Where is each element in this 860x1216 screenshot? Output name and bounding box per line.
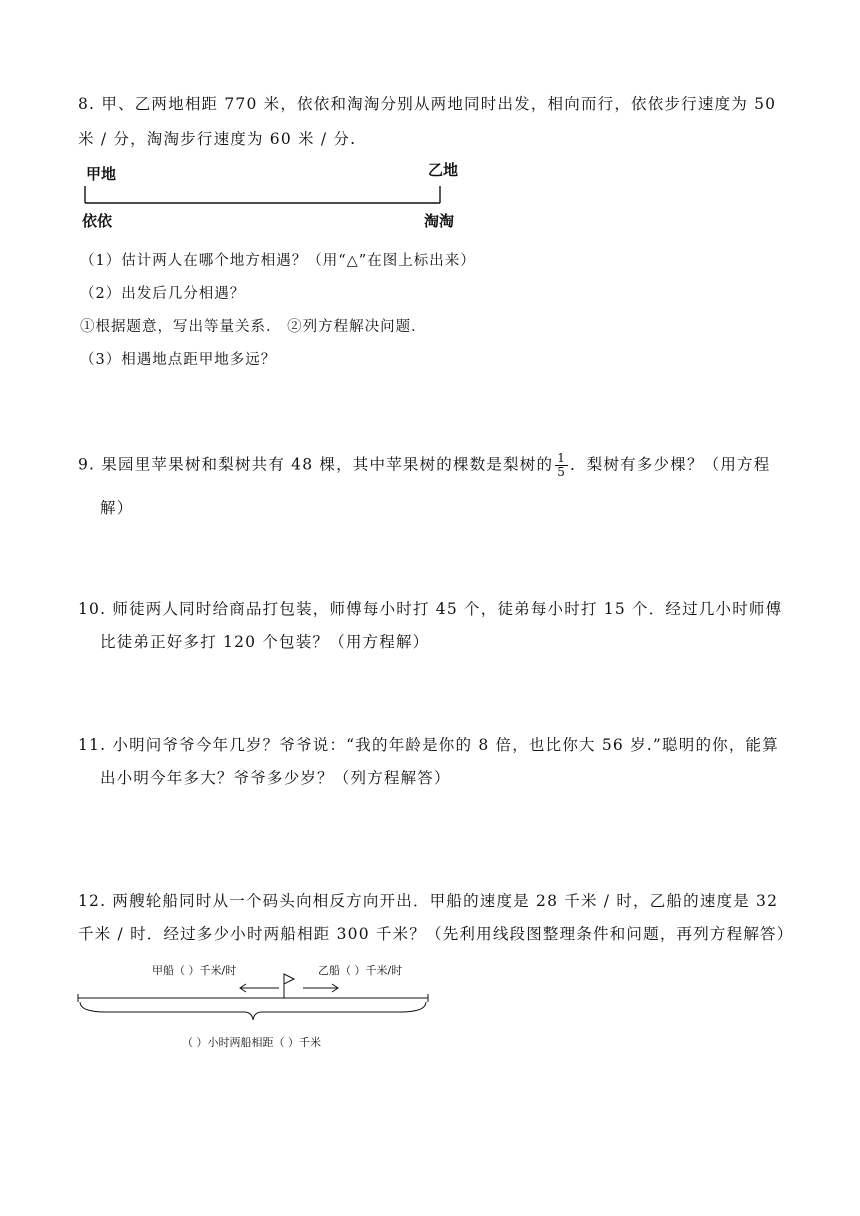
- q12-label-jiachuan: 甲船（ ）千米/时: [152, 964, 237, 977]
- arrow-right-icon: [303, 984, 338, 992]
- q8-segment-line: [84, 186, 444, 206]
- q10-line2: 比徒弟正好多打 120 个包装？（用方程解）: [100, 633, 430, 651]
- q8-part1: （1）估计两人在哪个地方相遇？（用“△”在图上标出来）: [80, 253, 476, 269]
- arrow-left-icon: [240, 984, 279, 992]
- q9-text-before: 9. 果园里苹果树和梨树共有 48 棵，其中苹果树的棵数是梨树的: [78, 455, 554, 474]
- q8-line2: 米 / 分，淘淘步行速度为 60 米 / 分.: [78, 130, 357, 148]
- q8-part2: （2）出发后几分相遇？: [80, 286, 246, 302]
- q12-label-yichuan: 乙船（ ）千米/时: [318, 964, 403, 977]
- q12-line2: 千米 / 时．经过多少小时两船相距 300 千米？（先利用线段图整理条件和问题，再列方程解答）: [78, 925, 794, 943]
- q8-label-taotao: 淘淘: [424, 212, 455, 230]
- q8-part3: （3）相遇地点距甲地多远？: [80, 352, 277, 368]
- q9-fraction-denominator: 5: [557, 465, 567, 479]
- brace-shape: [80, 1002, 426, 1020]
- q11-line2: 出小明今年多大？爷爷多少岁？（列方程解答）: [100, 769, 451, 787]
- q9-line1: [78, 452, 770, 479]
- q9-line2: 解）: [100, 499, 134, 517]
- q12-segment-diagram: [76, 968, 436, 1038]
- q8-label-jiadi: 甲地: [86, 165, 117, 183]
- q8-part2-steps: ①根据题意，写出等量关系． ②列方程解决问题．: [80, 319, 427, 335]
- q9-fraction: [555, 452, 568, 479]
- q11-line1: 11. 小明问爷爷今年几岁？爷爷说：“我的年龄是你的 8 倍，也比你大 56 岁.”聪明的你，能算: [78, 736, 779, 754]
- q9-fraction-numerator: 1: [557, 451, 567, 465]
- q8-label-yidi: 乙地: [428, 161, 459, 179]
- q8-line1: 8. 甲、乙两地相距 770 米，依依和淘淘分别从两地同时出发，相向而行，依依步行速度为 50: [78, 95, 777, 113]
- q10-line1: 10. 师徒两人同时给商品打包装，师傅每小时打 45 个，徒弟每小时打 15 个．经过几小时师傅: [78, 600, 783, 618]
- q8-label-yiyi: 依依: [82, 212, 113, 230]
- q12-line1: 12. 两艘轮船同时从一个码头向相反方向开出．甲船的速度是 28 千米 / 时，乙船的速度是 32: [78, 892, 779, 910]
- q9-text-after: ．梨树有多少棵？（用方程: [570, 455, 771, 474]
- flag-icon: [284, 974, 294, 998]
- q12-label-bottom: （ ）小时两船相距（ ）千米: [182, 1036, 321, 1049]
